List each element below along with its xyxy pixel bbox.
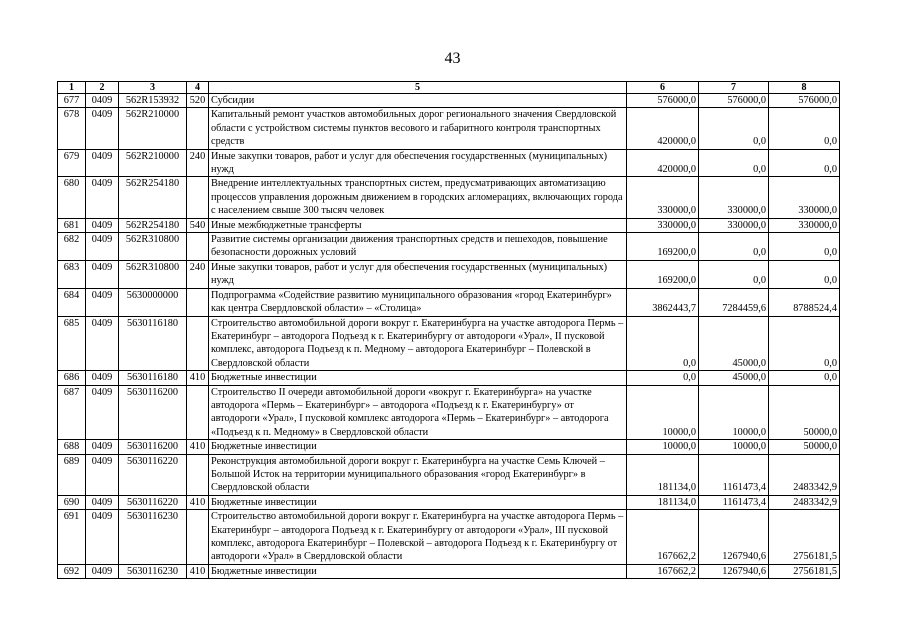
expense-type-cell: 240 <box>187 260 209 288</box>
amount-col8-cell: 0,0 <box>769 260 840 288</box>
target-article-cell: 562R254180 <box>119 177 187 218</box>
amount-col7-cell: 1267940,6 <box>699 510 769 565</box>
table-row <box>58 94 840 108</box>
expense-type-cell <box>187 108 209 149</box>
section-code-cell: 0409 <box>86 316 119 371</box>
description-cell: Бюджетные инвестиции <box>209 495 627 509</box>
header-cell: 5 <box>209 82 627 94</box>
section-code-cell: 0409 <box>86 177 119 218</box>
row-number-cell: 680 <box>58 177 86 218</box>
section-code-cell: 0409 <box>86 233 119 261</box>
header-cell: 7 <box>699 82 769 94</box>
budget-table <box>57 81 840 579</box>
expense-type-cell: 410 <box>187 495 209 509</box>
expense-type-cell: 540 <box>187 218 209 232</box>
amount-col8-cell: 0,0 <box>769 316 840 371</box>
amount-col8-cell: 50000,0 <box>769 385 840 440</box>
amount-col6-cell: 10000,0 <box>627 440 699 454</box>
target-article-cell: 562R254180 <box>119 218 187 232</box>
row-number-cell: 686 <box>58 371 86 385</box>
amount-col7-cell: 10000,0 <box>699 385 769 440</box>
row-number-cell: 692 <box>58 564 86 578</box>
table-row <box>58 495 840 509</box>
header-cell: 4 <box>187 82 209 94</box>
target-article-cell: 5630116200 <box>119 440 187 454</box>
table-row <box>58 454 840 495</box>
section-code-cell: 0409 <box>86 288 119 316</box>
table-row <box>58 385 840 440</box>
table-row <box>58 440 840 454</box>
table-header-row <box>58 82 840 94</box>
description-cell: Бюджетные инвестиции <box>209 371 627 385</box>
description-cell: Иные закупки товаров, работ и услуг для обеспечения государственных (муниципальных) нужд <box>209 149 627 177</box>
amount-col7-cell: 1161473,4 <box>699 495 769 509</box>
amount-col6-cell: 167662,2 <box>627 564 699 578</box>
row-number-cell: 690 <box>58 495 86 509</box>
header-cell: 2 <box>86 82 119 94</box>
amount-col6-cell: 330000,0 <box>627 218 699 232</box>
row-number-cell: 677 <box>58 94 86 108</box>
target-article-cell: 562R310800 <box>119 260 187 288</box>
target-article-cell: 5630116220 <box>119 495 187 509</box>
amount-col6-cell: 0,0 <box>627 371 699 385</box>
description-cell: Иные закупки товаров, работ и услуг для обеспечения государственных (муниципальных) нужд <box>209 260 627 288</box>
amount-col7-cell: 1161473,4 <box>699 454 769 495</box>
expense-type-cell: 410 <box>187 371 209 385</box>
table-row <box>58 149 840 177</box>
target-article-cell: 562R210000 <box>119 149 187 177</box>
table-row <box>58 108 840 149</box>
description-cell: Строительство II очереди автомобильной дороги «вокруг г. Екатеринбурга» на участке автодорога «Пермь – Екатеринбург» – автодорога «Подъезд к г. Екатеринбургу» от автодороги «Урал», I пусковой комплекс автодорога «Пермь – Екатеринбург» – автодорога «Подъезд к п. Медному» в Свердловской области <box>209 385 627 440</box>
row-number-cell: 689 <box>58 454 86 495</box>
expense-type-cell: 240 <box>187 149 209 177</box>
section-code-cell: 0409 <box>86 94 119 108</box>
amount-col7-cell: 330000,0 <box>699 177 769 218</box>
section-code-cell: 0409 <box>86 371 119 385</box>
target-article-cell: 562R153932 <box>119 94 187 108</box>
header-cell: 1 <box>58 82 86 94</box>
section-code-cell: 0409 <box>86 149 119 177</box>
amount-col7-cell: 0,0 <box>699 233 769 261</box>
description-cell: Капитальный ремонт участков автомобильных дорог регионального значения Свердловской области с устройством системы пунктов весового и габаритного контроля транспортных средств <box>209 108 627 149</box>
amount-col7-cell: 0,0 <box>699 260 769 288</box>
amount-col6-cell: 167662,2 <box>627 510 699 565</box>
expense-type-cell: 410 <box>187 440 209 454</box>
amount-col6-cell: 420000,0 <box>627 149 699 177</box>
target-article-cell: 5630116200 <box>119 385 187 440</box>
amount-col8-cell: 0,0 <box>769 108 840 149</box>
amount-col6-cell: 169200,0 <box>627 233 699 261</box>
section-code-cell: 0409 <box>86 385 119 440</box>
header-cell: 8 <box>769 82 840 94</box>
target-article-cell: 5630116220 <box>119 454 187 495</box>
expense-type-cell: 520 <box>187 94 209 108</box>
expense-type-cell <box>187 454 209 495</box>
expense-type-cell <box>187 177 209 218</box>
table-row <box>58 564 840 578</box>
amount-col8-cell: 330000,0 <box>769 218 840 232</box>
description-cell: Бюджетные инвестиции <box>209 440 627 454</box>
table-row <box>58 260 840 288</box>
target-article-cell: 562R310800 <box>119 233 187 261</box>
amount-col6-cell: 0,0 <box>627 316 699 371</box>
target-article-cell: 562R210000 <box>119 108 187 149</box>
amount-col6-cell: 10000,0 <box>627 385 699 440</box>
target-article-cell: 5630116230 <box>119 510 187 565</box>
description-cell: Бюджетные инвестиции <box>209 564 627 578</box>
amount-col8-cell: 50000,0 <box>769 440 840 454</box>
table-row <box>58 510 840 565</box>
amount-col8-cell: 0,0 <box>769 233 840 261</box>
amount-col6-cell: 169200,0 <box>627 260 699 288</box>
amount-col6-cell: 181134,0 <box>627 454 699 495</box>
amount-col8-cell: 576000,0 <box>769 94 840 108</box>
section-code-cell: 0409 <box>86 564 119 578</box>
expense-type-cell <box>187 385 209 440</box>
amount-col6-cell: 3862443,7 <box>627 288 699 316</box>
row-number-cell: 683 <box>58 260 86 288</box>
row-number-cell: 678 <box>58 108 86 149</box>
amount-col7-cell: 330000,0 <box>699 218 769 232</box>
row-number-cell: 685 <box>58 316 86 371</box>
amount-col6-cell: 576000,0 <box>627 94 699 108</box>
amount-col7-cell: 7284459,6 <box>699 288 769 316</box>
amount-col7-cell: 45000,0 <box>699 371 769 385</box>
expense-type-cell: 410 <box>187 564 209 578</box>
header-cell: 3 <box>119 82 187 94</box>
description-cell: Субсидии <box>209 94 627 108</box>
amount-col7-cell: 10000,0 <box>699 440 769 454</box>
amount-col7-cell: 1267940,6 <box>699 564 769 578</box>
row-number-cell: 688 <box>58 440 86 454</box>
row-number-cell: 684 <box>58 288 86 316</box>
target-article-cell: 5630116180 <box>119 371 187 385</box>
amount-col8-cell: 8788524,4 <box>769 288 840 316</box>
amount-col8-cell: 0,0 <box>769 149 840 177</box>
expense-type-cell <box>187 288 209 316</box>
description-cell: Иные межбюджетные трансферты <box>209 218 627 232</box>
expense-type-cell <box>187 316 209 371</box>
section-code-cell: 0409 <box>86 218 119 232</box>
table-row <box>58 316 840 371</box>
target-article-cell: 5630116230 <box>119 564 187 578</box>
amount-col8-cell: 2756181,5 <box>769 564 840 578</box>
amount-col6-cell: 330000,0 <box>627 177 699 218</box>
page-number: 43 <box>444 50 461 67</box>
amount-col8-cell: 330000,0 <box>769 177 840 218</box>
table-body <box>58 94 840 579</box>
amount-col8-cell: 2756181,5 <box>769 510 840 565</box>
amount-col7-cell: 576000,0 <box>699 94 769 108</box>
amount-col6-cell: 420000,0 <box>627 108 699 149</box>
row-number-cell: 687 <box>58 385 86 440</box>
amount-col8-cell: 2483342,9 <box>769 495 840 509</box>
section-code-cell: 0409 <box>86 454 119 495</box>
amount-col8-cell: 2483342,9 <box>769 454 840 495</box>
header-cell: 6 <box>627 82 699 94</box>
amount-col7-cell: 0,0 <box>699 149 769 177</box>
section-code-cell: 0409 <box>86 510 119 565</box>
table-row <box>58 218 840 232</box>
section-code-cell: 0409 <box>86 440 119 454</box>
amount-col6-cell: 181134,0 <box>627 495 699 509</box>
description-cell: Развитие системы организации движения транспортных средств и пешеходов, повышение безопасности дорожных условий <box>209 233 627 261</box>
expense-type-cell <box>187 510 209 565</box>
description-cell: Внедрение интеллектуальных транспортных систем, предусматривающих автоматизацию процессов управления дорожным движением в городских агломерациях, включающих города с населением свыше 300 тысяч человек <box>209 177 627 218</box>
amount-col7-cell: 45000,0 <box>699 316 769 371</box>
target-article-cell: 5630000000 <box>119 288 187 316</box>
expense-type-cell <box>187 233 209 261</box>
description-cell: Подпрограмма «Содействие развитию муниципального образования «город Екатеринбург» как центра Свердловской области» – «Столица» <box>209 288 627 316</box>
description-cell: Строительство автомобильной дороги вокруг г. Екатеринбурга на участке автодорога Пермь – Екатеринбург – автодорога Подъезд к г. Екатеринбургу от автодороги «Урал», II пусковой комплекс, автодорога Подъезд к п. Медному – автодорога Екатеринбург – Полевской в Свердловской области <box>209 316 627 371</box>
row-number-cell: 682 <box>58 233 86 261</box>
row-number-cell: 681 <box>58 218 86 232</box>
section-code-cell: 0409 <box>86 260 119 288</box>
amount-col8-cell: 0,0 <box>769 371 840 385</box>
section-code-cell: 0409 <box>86 495 119 509</box>
table-row <box>58 177 840 218</box>
description-cell: Строительство автомобильной дороги вокруг г. Екатеринбурга на участке автодорога Пермь – Екатеринбург – автодорога Подъезд к г. Екатеринбургу от автодороги «Урал», III пусковой комплекс, автодорога Екатеринбург – Полевской – автодорога Подъезд к г. Екатеринбургу от автодороги «Урал» в Свердловской области <box>209 510 627 565</box>
table-row <box>58 371 840 385</box>
table-row <box>58 233 840 261</box>
target-article-cell: 5630116180 <box>119 316 187 371</box>
amount-col7-cell: 0,0 <box>699 108 769 149</box>
section-code-cell: 0409 <box>86 108 119 149</box>
table-row <box>58 288 840 316</box>
row-number-cell: 679 <box>58 149 86 177</box>
description-cell: Реконструкция автомобильной дороги вокруг г. Екатеринбурга на участке Семь Ключей – Большой Исток на территории муниципального образования «город Екатеринбург» в Свердловской области <box>209 454 627 495</box>
row-number-cell: 691 <box>58 510 86 565</box>
